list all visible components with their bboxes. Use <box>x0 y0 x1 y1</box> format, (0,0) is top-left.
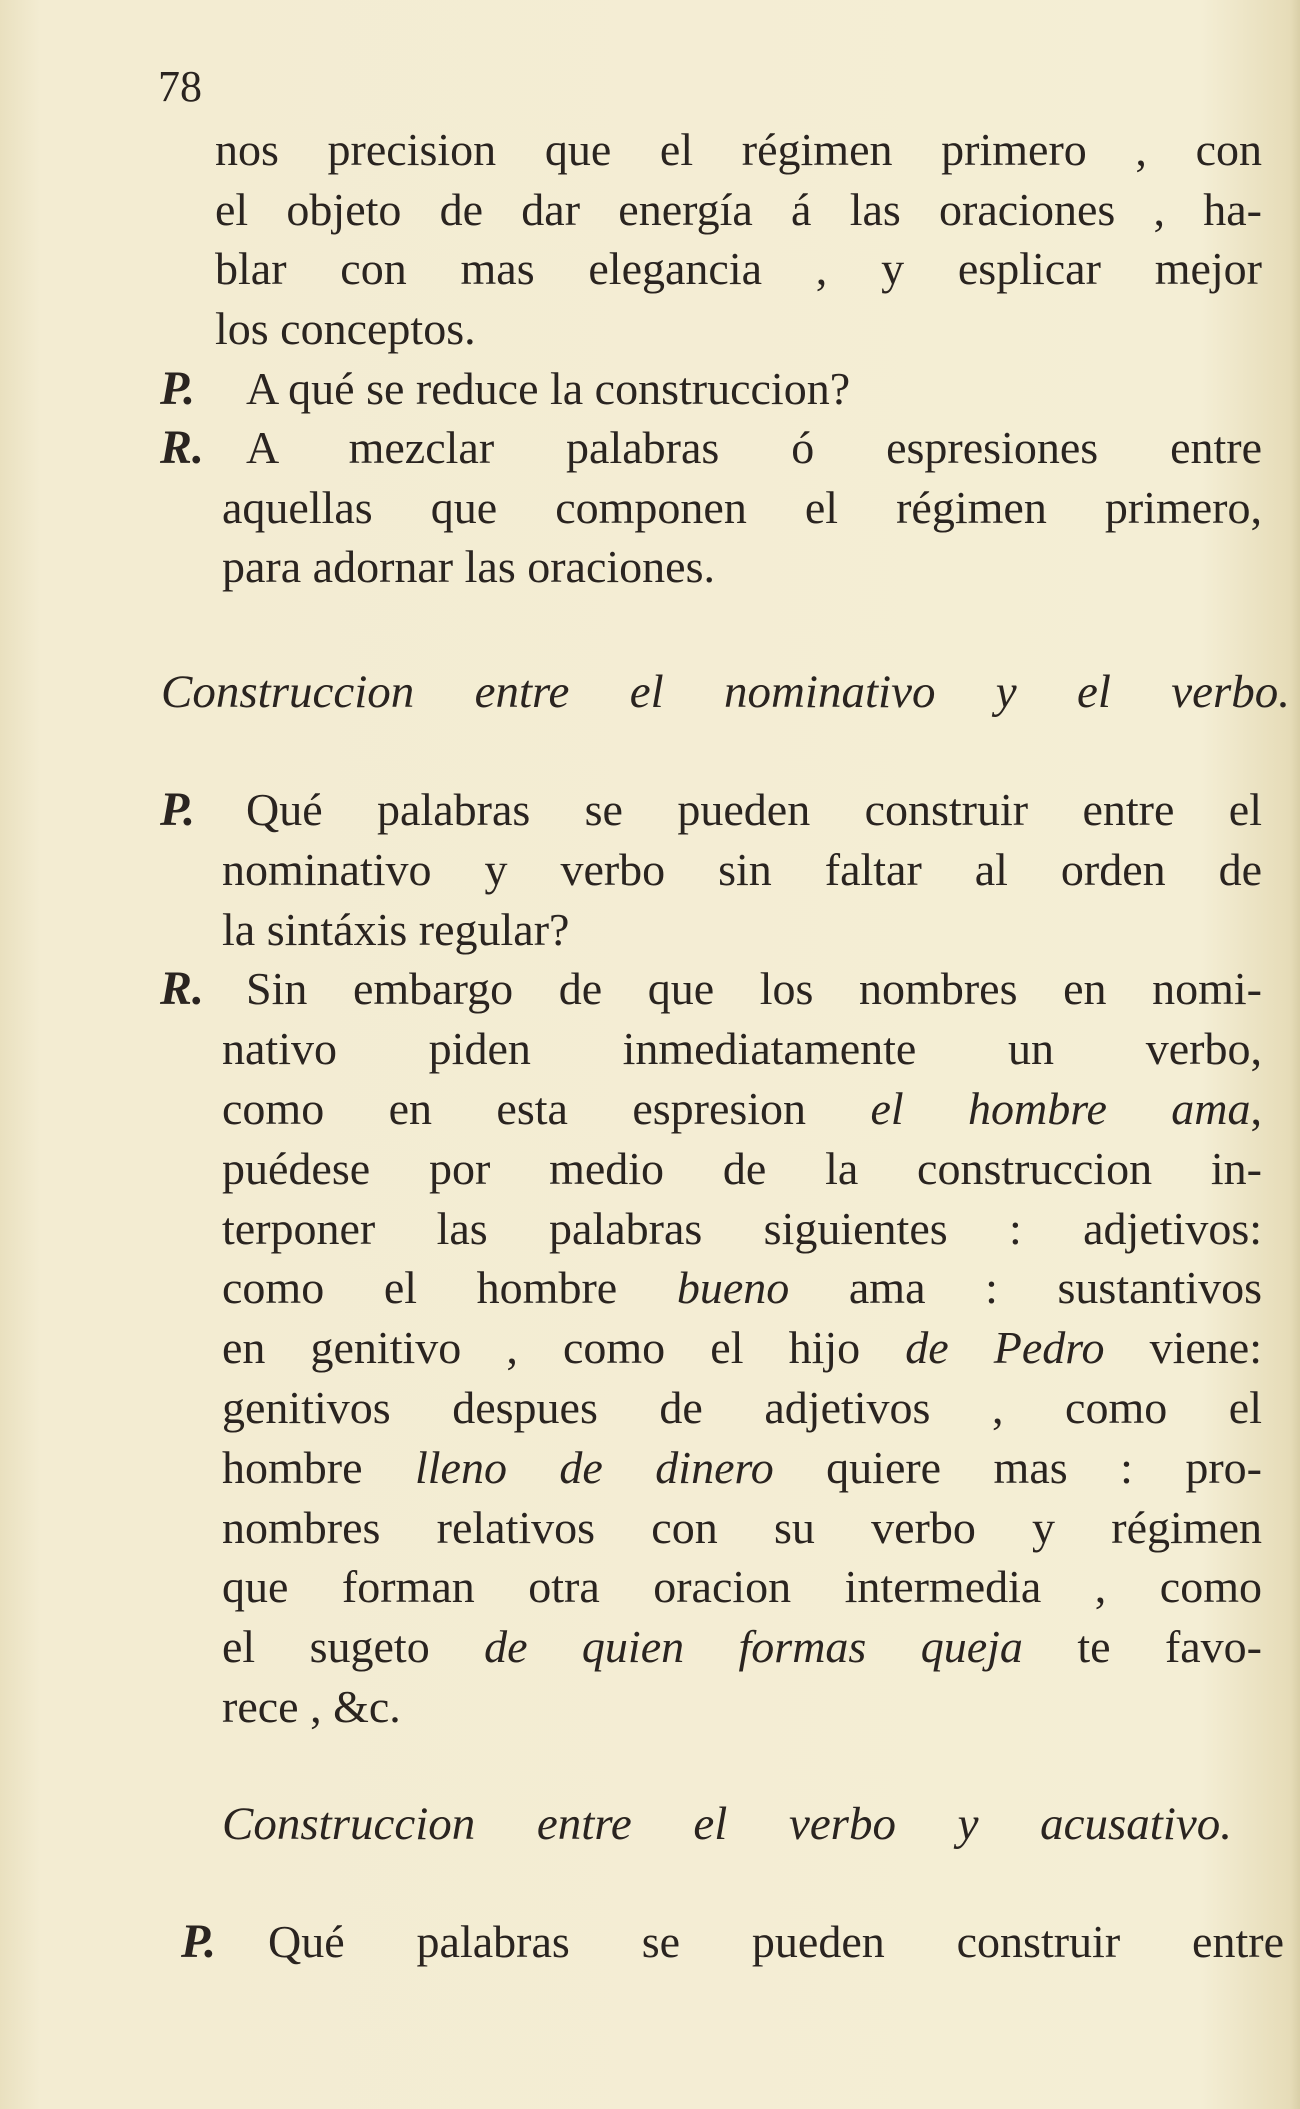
text-segment: ama : sustantivos <box>789 1262 1262 1314</box>
italic-text: de quien formas queja <box>484 1621 1023 1673</box>
text-line <box>246 959 1262 1019</box>
text-line <box>222 1498 1262 1558</box>
text-segment: puédese por medio de la construccion in- <box>222 1142 1262 1194</box>
text-line <box>222 1557 1262 1617</box>
qa-label: P. <box>181 1915 217 1968</box>
text-segment: la sintáxis regular? <box>222 903 570 955</box>
text-line <box>246 359 1262 419</box>
text-line <box>246 780 1262 840</box>
text-line <box>222 1617 1262 1677</box>
text-line <box>268 1912 1284 1972</box>
qa-label: R. <box>160 421 205 474</box>
text-segment: Sin embargo de que los nombres en nomi- <box>246 963 1262 1015</box>
text-segment: quiere mas : pro- <box>773 1441 1262 1493</box>
text-line <box>222 1079 1262 1139</box>
text-segment: Qué palabras se pueden construir entre el <box>246 784 1262 835</box>
text-line <box>222 1794 1232 1854</box>
text-line <box>222 1318 1262 1378</box>
text-line <box>222 537 1262 597</box>
text-segment: que forman otra oracion intermedia , como <box>222 1561 1262 1613</box>
text-line <box>222 1258 1262 1318</box>
text-line <box>222 1438 1262 1498</box>
text-segment: , <box>1250 1083 1262 1134</box>
italic-text: bueno <box>676 1262 790 1314</box>
text-segment: blar con mas elegancia , y esplicar mejor <box>215 243 1262 295</box>
text-segment: en genitivo , como el hijo <box>222 1322 906 1374</box>
text-line <box>222 900 1262 960</box>
text-segment: nominativo y verbo sin faltar al orden de <box>222 843 1262 895</box>
text-line <box>215 299 1262 359</box>
italic-text: Construccion entre el verbo y acusativo. <box>222 1798 1232 1850</box>
text-segment: nos precision que el régimen primero , con <box>215 124 1262 175</box>
text-segment: genitivos despues de adjetivos , como el <box>222 1382 1262 1433</box>
text-segment: terponer las palabras siguientes : adjetivos: <box>222 1202 1262 1254</box>
text-segment: el sugeto <box>222 1621 485 1673</box>
text-segment: como el hombre <box>222 1262 677 1314</box>
text-line <box>222 840 1262 900</box>
text-segment: nativo piden inmediatamente un verbo, <box>222 1023 1262 1075</box>
qa-label: R. <box>160 962 205 1016</box>
text-segment: te favo- <box>1022 1621 1262 1673</box>
text-line <box>222 1019 1262 1079</box>
italic-text: Construccion entre el nominativo y el verbo. <box>161 666 1290 718</box>
text-line <box>215 120 1262 180</box>
text-line <box>246 418 1262 478</box>
text-segment: Qué palabras se pueden construir entre <box>268 1916 1284 1967</box>
text-line <box>222 1139 1262 1199</box>
italic-text: de Pedro <box>905 1322 1105 1374</box>
text-segment: viene: <box>1104 1322 1262 1374</box>
text-segment: como en esta espresion <box>222 1083 871 1134</box>
page-number: 78 <box>158 62 202 111</box>
text-segment: A mezclar palabras ó espresiones entre <box>246 422 1262 473</box>
text-line <box>222 1199 1262 1259</box>
text-segment: los conceptos. <box>215 302 476 354</box>
text-segment: rece , &c. <box>222 1681 401 1732</box>
text-line <box>215 180 1262 240</box>
qa-label: P. <box>160 362 196 415</box>
text-line <box>215 239 1262 299</box>
text-segment: para adornar las oraciones. <box>222 541 715 593</box>
text-segment: el objeto de dar energía á las oraciones , ha- <box>215 183 1262 235</box>
text-line <box>222 1677 1262 1737</box>
qa-label: P. <box>160 783 196 836</box>
text-segment: aquellas que componen el régimen primero, <box>222 481 1262 533</box>
italic-text: el hombre ama <box>870 1083 1251 1134</box>
text-line <box>161 662 1290 722</box>
text-segment: A qué se reduce la construccion? <box>246 363 851 414</box>
italic-text: lleno de dinero <box>414 1441 774 1493</box>
text-segment: hombre <box>222 1441 415 1493</box>
text-line <box>222 1378 1262 1438</box>
text-line <box>222 478 1262 538</box>
text-segment: nombres relativos con su verbo y régimen <box>222 1501 1262 1553</box>
